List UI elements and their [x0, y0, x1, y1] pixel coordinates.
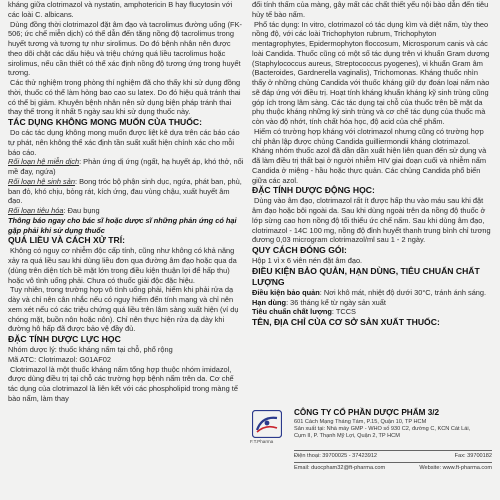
- company-logo-icon: [252, 410, 282, 438]
- side-effect-text: : Đau bụng: [63, 206, 100, 215]
- spectrum-text: Phổ tác dụng: In vitro, clotrimazol có tác dụng kìm và diệt nấm, tùy theo nồng độ, với các loài Trichophyton rubrum, Trichophyton mentagrophytes, Epidermophyton floccosum, Microsporum canis và các loài Candida. Thuốc cũng có một số tác dụng trên vi khuẩn Gram dương (Staphylococcus aureus, Streptococcus pyogenes), vi khuẩn Gram âm (Bacteroides, Gardnerella vaginalis), Trichomonas. Kháng thuốc nhìn thấy ở những chủng Candida với thuốc kháng giữ dự đoán loại nấm nào sẽ đáp ứng với điều trị. Hoạt tính kháng khuẩn kháng kỹ sinh trùng cũng góp ích trong lâm sàng. Các tác dụng tại chỗ của thuốc trên bề mặt da phụ thuộc kháng những ký sinh trùng và cơ chế tác dụng của thuốc mà còn vào độ nhớt, tính chất hóa học, độ acid của chế phẩm.: [252, 19, 490, 126]
- pharmacological-group: Nhóm dược lý: thuốc kháng nấm tại chỗ, phổ rộng: [8, 345, 173, 354]
- manufacturer-block: [252, 406, 492, 496]
- side-effect-item-immune: [8, 157, 244, 177]
- pharmacokinetics-heading: ĐẶC TÍNH DƯỢC ĐỘNG HỌC:: [252, 185, 375, 196]
- pharmacodynamics-text: Clotrimazol là một thuốc kháng nấm tổng hợp thuộc nhóm imidazol, được dùng điều trị tại chỗ các trường hợp bệnh nấm trên da. Cơ chế tác dụng của clotrimazol là liên kết với các phospholipid trong màng tế bào nấm, làm thay: [8, 364, 238, 403]
- fax-number: Fax: 39700182: [454, 453, 492, 459]
- pharmacodynamics-continued: đổi tính thấm của màng, gây mất các chất thiết yếu nội bào dẫn đến tiêu hủy tế bào nấm.: [252, 0, 489, 19]
- address-line: Sản xuất tại: Nhà máy GMP - WHO số 930 C2, đường C, KCN Cát Lái,: [294, 426, 471, 433]
- interaction-text-2: Dùng đồng thời clotrimazol đặt âm đạo và tacrolimus đường uống (FK-506; ức chế miễn dịch) có thể dẫn đến tăng nồng độ tacrolimus trong huyết tương và tương tự như sirolimus. Do đó bệnh nhân nên được theo dõi chặt các dấu hiệu và triệu chứng quá liều tacrolimus hoặc sirolimus, nếu cần thiết có thể xác định nồng độ tương ứng trong huyết tương.: [8, 19, 242, 78]
- side-effect-item-digestive: [8, 206, 244, 216]
- expiry-text: : 36 tháng kể từ ngày sản xuất: [286, 297, 386, 307]
- standard-label: Tiêu chuẩn chất lượng: [252, 307, 332, 317]
- side-effect-item-reproductive: [8, 177, 244, 206]
- divider: [294, 462, 492, 463]
- adverse-notice: Thông báo ngay cho bác sĩ hoặc dược sĩ những phản ứng có hại gặp phải khi sử dụng thuốc: [8, 215, 237, 235]
- side-effect-label: Rối loạn hệ miễn dịch: [8, 157, 80, 167]
- storage-heading: ĐIỀU KIỆN BẢO QUẢN, HẠN DÙNG, TIÊU CHUẨN CHẤT LƯỢNG: [252, 265, 480, 287]
- web-row: [294, 465, 492, 471]
- logo-caption: F.T.Pharma: [250, 439, 274, 444]
- expiry-line: [252, 298, 492, 308]
- resistance-text: Hiếm có trường hợp kháng với clotrimazol nhưng cũng có trường hợp chỉ phân lập được chủng Candida guilliermondii kháng clotrimazol. Kháng nhóm thuốc azol đã dần dần xuất hiện liên quan đến sử dụng và đã làm điều trị thất bại ở người nhiễm HIV giai đoạn cuối và nhiễm nấm Candida ở miệng - hầu hoặc thực quản. Các chủng Candida phổ biến giữa các azol.: [252, 126, 487, 185]
- packaging-heading: QUY CÁCH ĐÓNG GÓI:: [252, 245, 347, 255]
- contact-row: [294, 453, 492, 459]
- company-email: Email: duocpham32@ft-pharma.com: [294, 465, 386, 471]
- divider: [294, 450, 492, 451]
- company-website: Website: www.ft-pharma.com: [419, 465, 492, 471]
- side-effect-text: : Bong tróc bộ phận sinh dục, ngứa, phát ban, phù, ban đỏ, khó chịu, bỏng rát, kích ứng, đau vùng chậu, xuất huyết âm đạo.: [8, 176, 242, 206]
- side-effect-label: Rối loạn hệ sinh sản: [8, 176, 75, 186]
- side-effect-text: : Phản ứng dị ứng (ngất, hạ huyết áp, khó thở, nổi mề đay, ngứa): [8, 157, 244, 176]
- right-column: [252, 0, 492, 328]
- pharmacodynamics-heading: ĐẶC TÍNH DƯỢC LỰC HỌC: [8, 334, 121, 344]
- phone-number: Điện thoại: 39700025 - 37423912: [294, 453, 378, 459]
- side-effects-intro: Do các tác dụng không mong muốn được liệt kê dựa trên các báo cáo tự phát, nên không thể xác định tần suất xuất hiện chính xác cho mỗi báo cáo.: [8, 128, 240, 157]
- packaging-text: Hộp 1 vỉ x 6 viên nén đặt âm đạo.: [252, 256, 363, 265]
- overdose-heading: QUÁ LIỀU VÀ CÁCH XỬ TRÍ:: [8, 235, 125, 246]
- address-line: 601 Cách Mạng Tháng Tám, P.15, Quận 10, TP HCM: [294, 419, 427, 425]
- overdose-text-1: Không có nguy cơ nhiễm độc cấp tính, cũng như không có khả năng xảy ra quá liều sau khi dùng liều đơn qua đường âm đạo hoặc qua da (dùng trên diện tích bề mặt lớn trong điều kiện thuận lợi để hấp thu) hoặc vô tình uống phải. Chưa có thuốc giải độc đặc hiệu.: [8, 246, 237, 285]
- overdose-text-2: Tuy nhiên, trong trường hợp vô tình uống phải, hiếm khi phải rửa dạ dày và chỉ nên cân nhắc nếu có nguy hiểm đến tính mạng và chỉ nên xem xét nếu có các triệu chứng quá liều trên lâm sàng xuất hiện (ví dụ chóng mặt, buồn nôn hoặc nôn). Chỉ nên thực hiện rửa dạ dày khi đường hô hấp đã được bảo vệ đầy đủ.: [8, 285, 239, 334]
- storage-text: : Nơi khô mát, nhiệt độ dưới 30°C, tránh ánh sáng.: [319, 287, 487, 297]
- manufacturer-heading: TÊN, ĐỊA CHỈ CỦA CƠ SỞ SẢN XUẤT THUỐC:: [252, 317, 440, 327]
- interaction-text-1: kháng giữa clotrimazol và nystatin, amphotericin B hay flucytosin với các loài C. albicans.: [8, 0, 233, 19]
- interaction-text-3: Các thử nghiệm trong phòng thí nghiệm đã cho thấy khi sử dụng đồng thời, thuốc có thể làm hỏng bao cao su latex. Do đó hiệu quả tránh thai có thể bị giảm. Khuyên bệnh nhân nên sử dụng biện pháp tránh thai thay thế trong ít nhất 5 ngày sau khi sử dụng thuốc này.: [8, 78, 241, 117]
- side-effects-heading: TÁC DỤNG KHÔNG MONG MUỐN CỦA THUỐC:: [8, 117, 202, 127]
- side-effect-label: Rối loạn tiêu hóa: [8, 206, 64, 215]
- left-column: [8, 0, 244, 404]
- atc-code: Mã ATC: Clotrimazol: G01AF02: [8, 354, 111, 364]
- pharmacokinetics-text: Dùng vào âm đạo, clotrimazol rất ít được hấp thu vào máu sau khi đặt âm đạo hoặc bôi ngoài da. Sau khi dùng ngoài trên da nồng độ thuốc ở lớp sừng cao hơn nồng độ tối thiểu ức chế nấm. Sau khi dùng âm đạo, clotrimazol - 14C 100 mg, nồng độ đỉnh huyết thanh trung bình chỉ tương đương 0,03 microgram clotrimazol/ml sau 1 - 2 ngày.: [252, 196, 491, 245]
- storage-label: Điều kiện bảo quản: [252, 287, 320, 297]
- storage-line: [252, 288, 492, 298]
- expiry-label: Hạn dùng: [252, 297, 287, 307]
- company-logo: [252, 410, 282, 438]
- company-name: CÔNG TY CỔ PHẦN DƯỢC PHẨM 3/2: [294, 408, 440, 417]
- standard-text: : TCCS: [331, 307, 356, 317]
- address-line: Cụm II, P. Thạnh Mỹ Lợi, Quận 2, TP HCM: [294, 433, 400, 440]
- standard-line: [252, 307, 492, 317]
- company-address: [294, 419, 494, 441]
